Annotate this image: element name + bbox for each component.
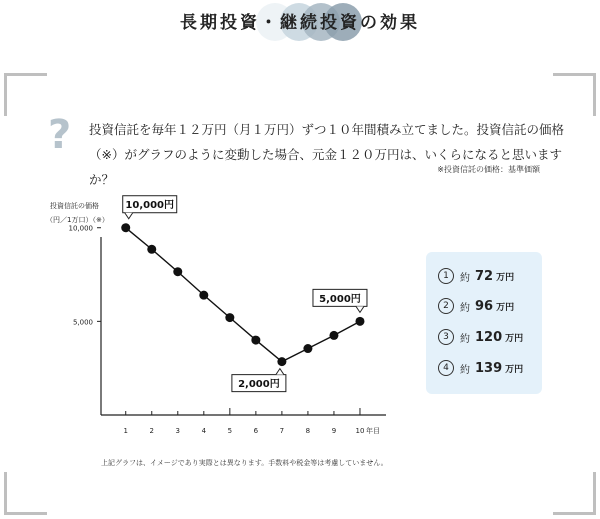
choice-number: 2	[438, 298, 454, 314]
data-point	[303, 344, 312, 353]
y-tick-label: 5,000	[72, 318, 93, 327]
question-text: 投資信託を毎年１２万円（月１万円）ずつ１０年間積み立てました。投資信託の価格（※）がグラフのように変動した場合、元金１２０万円は、いくらになると思いますか？	[89, 122, 565, 187]
data-point	[199, 291, 208, 300]
choice-value: 120	[475, 329, 503, 345]
price-line-chart	[0, 190, 420, 455]
x-tick-label: 10	[355, 427, 365, 435]
choice-number: 4	[438, 360, 454, 376]
x-axis-unit: 年目	[365, 427, 380, 435]
answer-choice-2[interactable]	[438, 296, 514, 316]
callout-pointer	[356, 306, 364, 312]
choice-prefix: 約	[460, 333, 470, 345]
choice-value: 72	[475, 268, 494, 284]
callout-label: 10,000円	[125, 200, 175, 212]
choice-prefix: 約	[460, 272, 470, 284]
answer-choice-3[interactable]	[438, 327, 523, 347]
frame-corner-top-right	[553, 73, 596, 116]
choice-prefix: 約	[460, 364, 470, 376]
choice-number: 1	[438, 268, 454, 284]
x-tick-label: 8	[305, 427, 311, 435]
data-point	[251, 336, 260, 345]
choice-value: 96	[475, 298, 494, 314]
chart-footnote: 上記グラフは、イメージであり実際とは異なります。手数料や税金等は考慮していません。	[101, 459, 388, 467]
answer-choices	[426, 252, 542, 394]
x-tick-label: 7	[279, 427, 285, 435]
frame-corner-bottom-right	[553, 472, 596, 515]
frame-corner-top-left	[4, 73, 47, 116]
answer-choice-1[interactable]	[438, 266, 514, 286]
data-point	[121, 223, 130, 232]
page-title: 長期投資・継続投資の効果	[180, 13, 420, 33]
x-tick-label: 9	[331, 427, 337, 435]
choice-unit: 万円	[496, 302, 515, 313]
title-area	[0, 0, 600, 46]
question-mark-icon: ?	[48, 112, 72, 158]
chart-callouts	[123, 196, 367, 392]
y-tick-label: 10,000	[68, 224, 93, 233]
question-note: ※投資信託の価格：基準価額	[437, 165, 540, 174]
y-axis-label-line2: （円／1万口）（※）	[46, 216, 109, 224]
choice-value: 139	[475, 360, 503, 376]
answer-choice-4[interactable]	[438, 358, 523, 378]
choice-unit: 万円	[505, 333, 524, 344]
choice-unit: 万円	[505, 364, 524, 375]
x-tick-label: 6	[253, 427, 259, 435]
data-point	[277, 357, 286, 366]
y-axis-label-line1: 投資信託の価格	[50, 202, 99, 210]
choice-number: 3	[438, 329, 454, 345]
chart-ticks	[69, 225, 380, 435]
x-tick-label: 5	[227, 427, 233, 435]
data-point	[225, 313, 234, 322]
x-tick-label: 2	[149, 427, 154, 435]
callout-label: 2,000円	[238, 379, 280, 391]
x-tick-label: 3	[175, 427, 181, 435]
callout-label: 5,000円	[319, 293, 361, 305]
callout-pointer	[276, 369, 284, 375]
callout-pointer	[125, 213, 133, 219]
data-point	[173, 267, 182, 276]
choice-prefix: 約	[460, 302, 470, 314]
x-tick-label: 4	[201, 427, 207, 435]
x-tick-label: 1	[123, 427, 128, 435]
data-point	[147, 245, 156, 254]
data-point	[355, 317, 364, 326]
frame-corner-bottom-left	[4, 472, 47, 515]
choice-unit: 万円	[496, 272, 515, 283]
data-point	[329, 331, 338, 340]
